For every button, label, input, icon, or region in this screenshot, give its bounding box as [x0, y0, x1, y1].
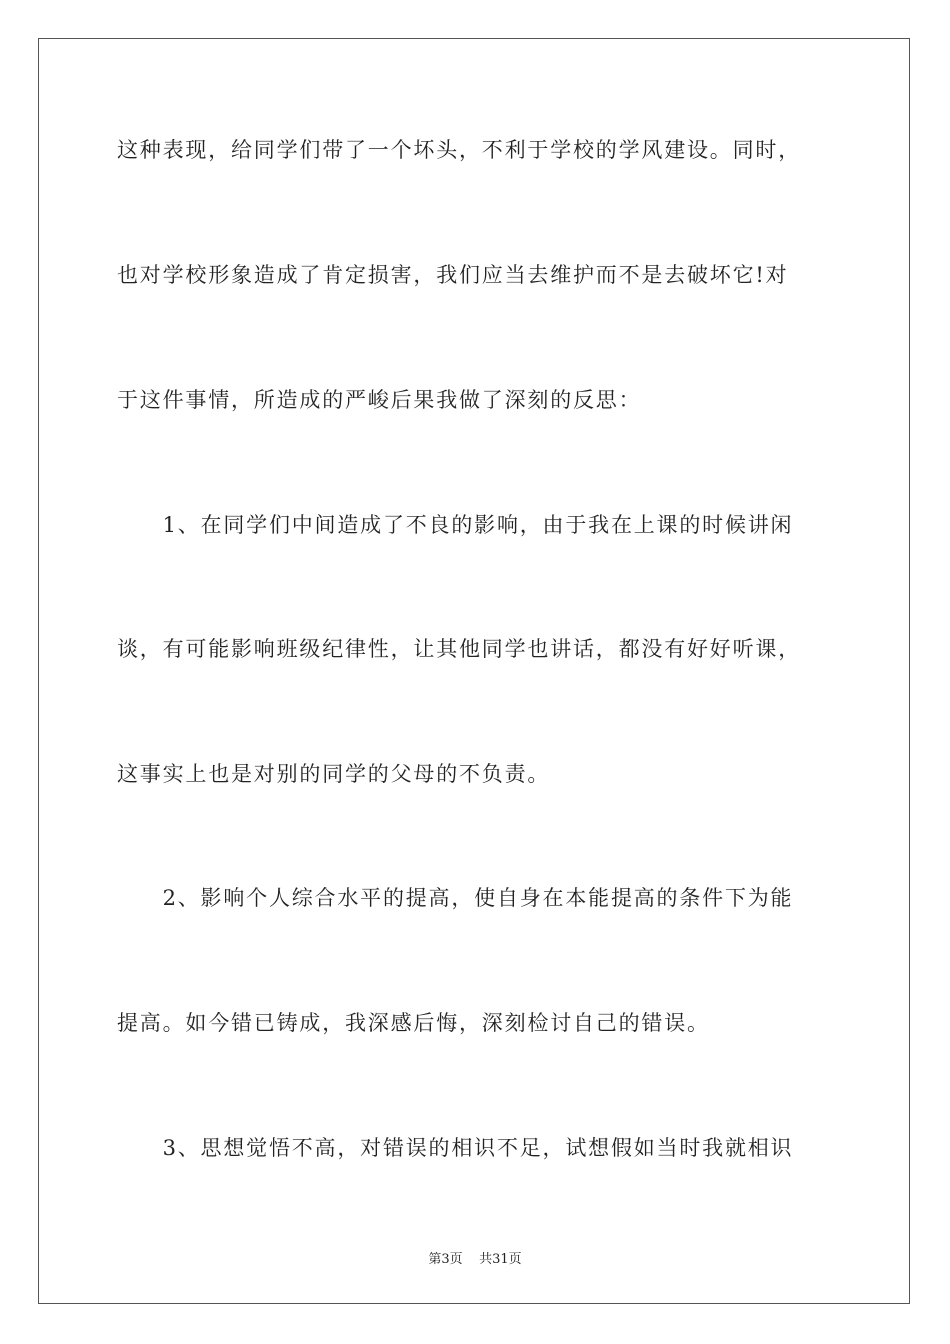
page-border: [38, 38, 910, 1304]
total-pages: 共31页: [479, 1252, 522, 1267]
paragraph-line-5: 谈，有可能影响班级纪律性，让其他同学也讲话，都没有好好听课，: [117, 637, 801, 661]
paragraph-line-8: 提高。如今错已铸成，我深感后悔，深刻检讨自己的错误。: [117, 1011, 710, 1035]
page-footer: [0, 1248, 950, 1267]
paragraph-line-9: 3、思想觉悟不高，对错误的相识不足，试想假如当时我就相识: [117, 1136, 794, 1160]
paragraph-line-3: 于这件事情，所造成的严峻后果我做了深刻的反思：: [117, 388, 642, 412]
paragraph-line-6: 这事实上也是对别的同学的父母的不负责。: [117, 762, 551, 786]
paragraph-line-7: 2、影响个人综合水平的提高，使自身在本能提高的条件下为能: [117, 886, 794, 910]
paragraph-line-4: 1、在同学们中间造成了不良的影响，由于我在上课的时候讲闲: [117, 513, 794, 537]
paragraph-line-2: 也对学校形象造成了肯定损害，我们应当去维护而不是去破坏它!对: [117, 263, 789, 287]
page-number: 第3页: [428, 1252, 463, 1267]
paragraph-line-1: 这种表现，给同学们带了一个坏头，不利于学校的学风建设。同时，: [117, 138, 801, 162]
